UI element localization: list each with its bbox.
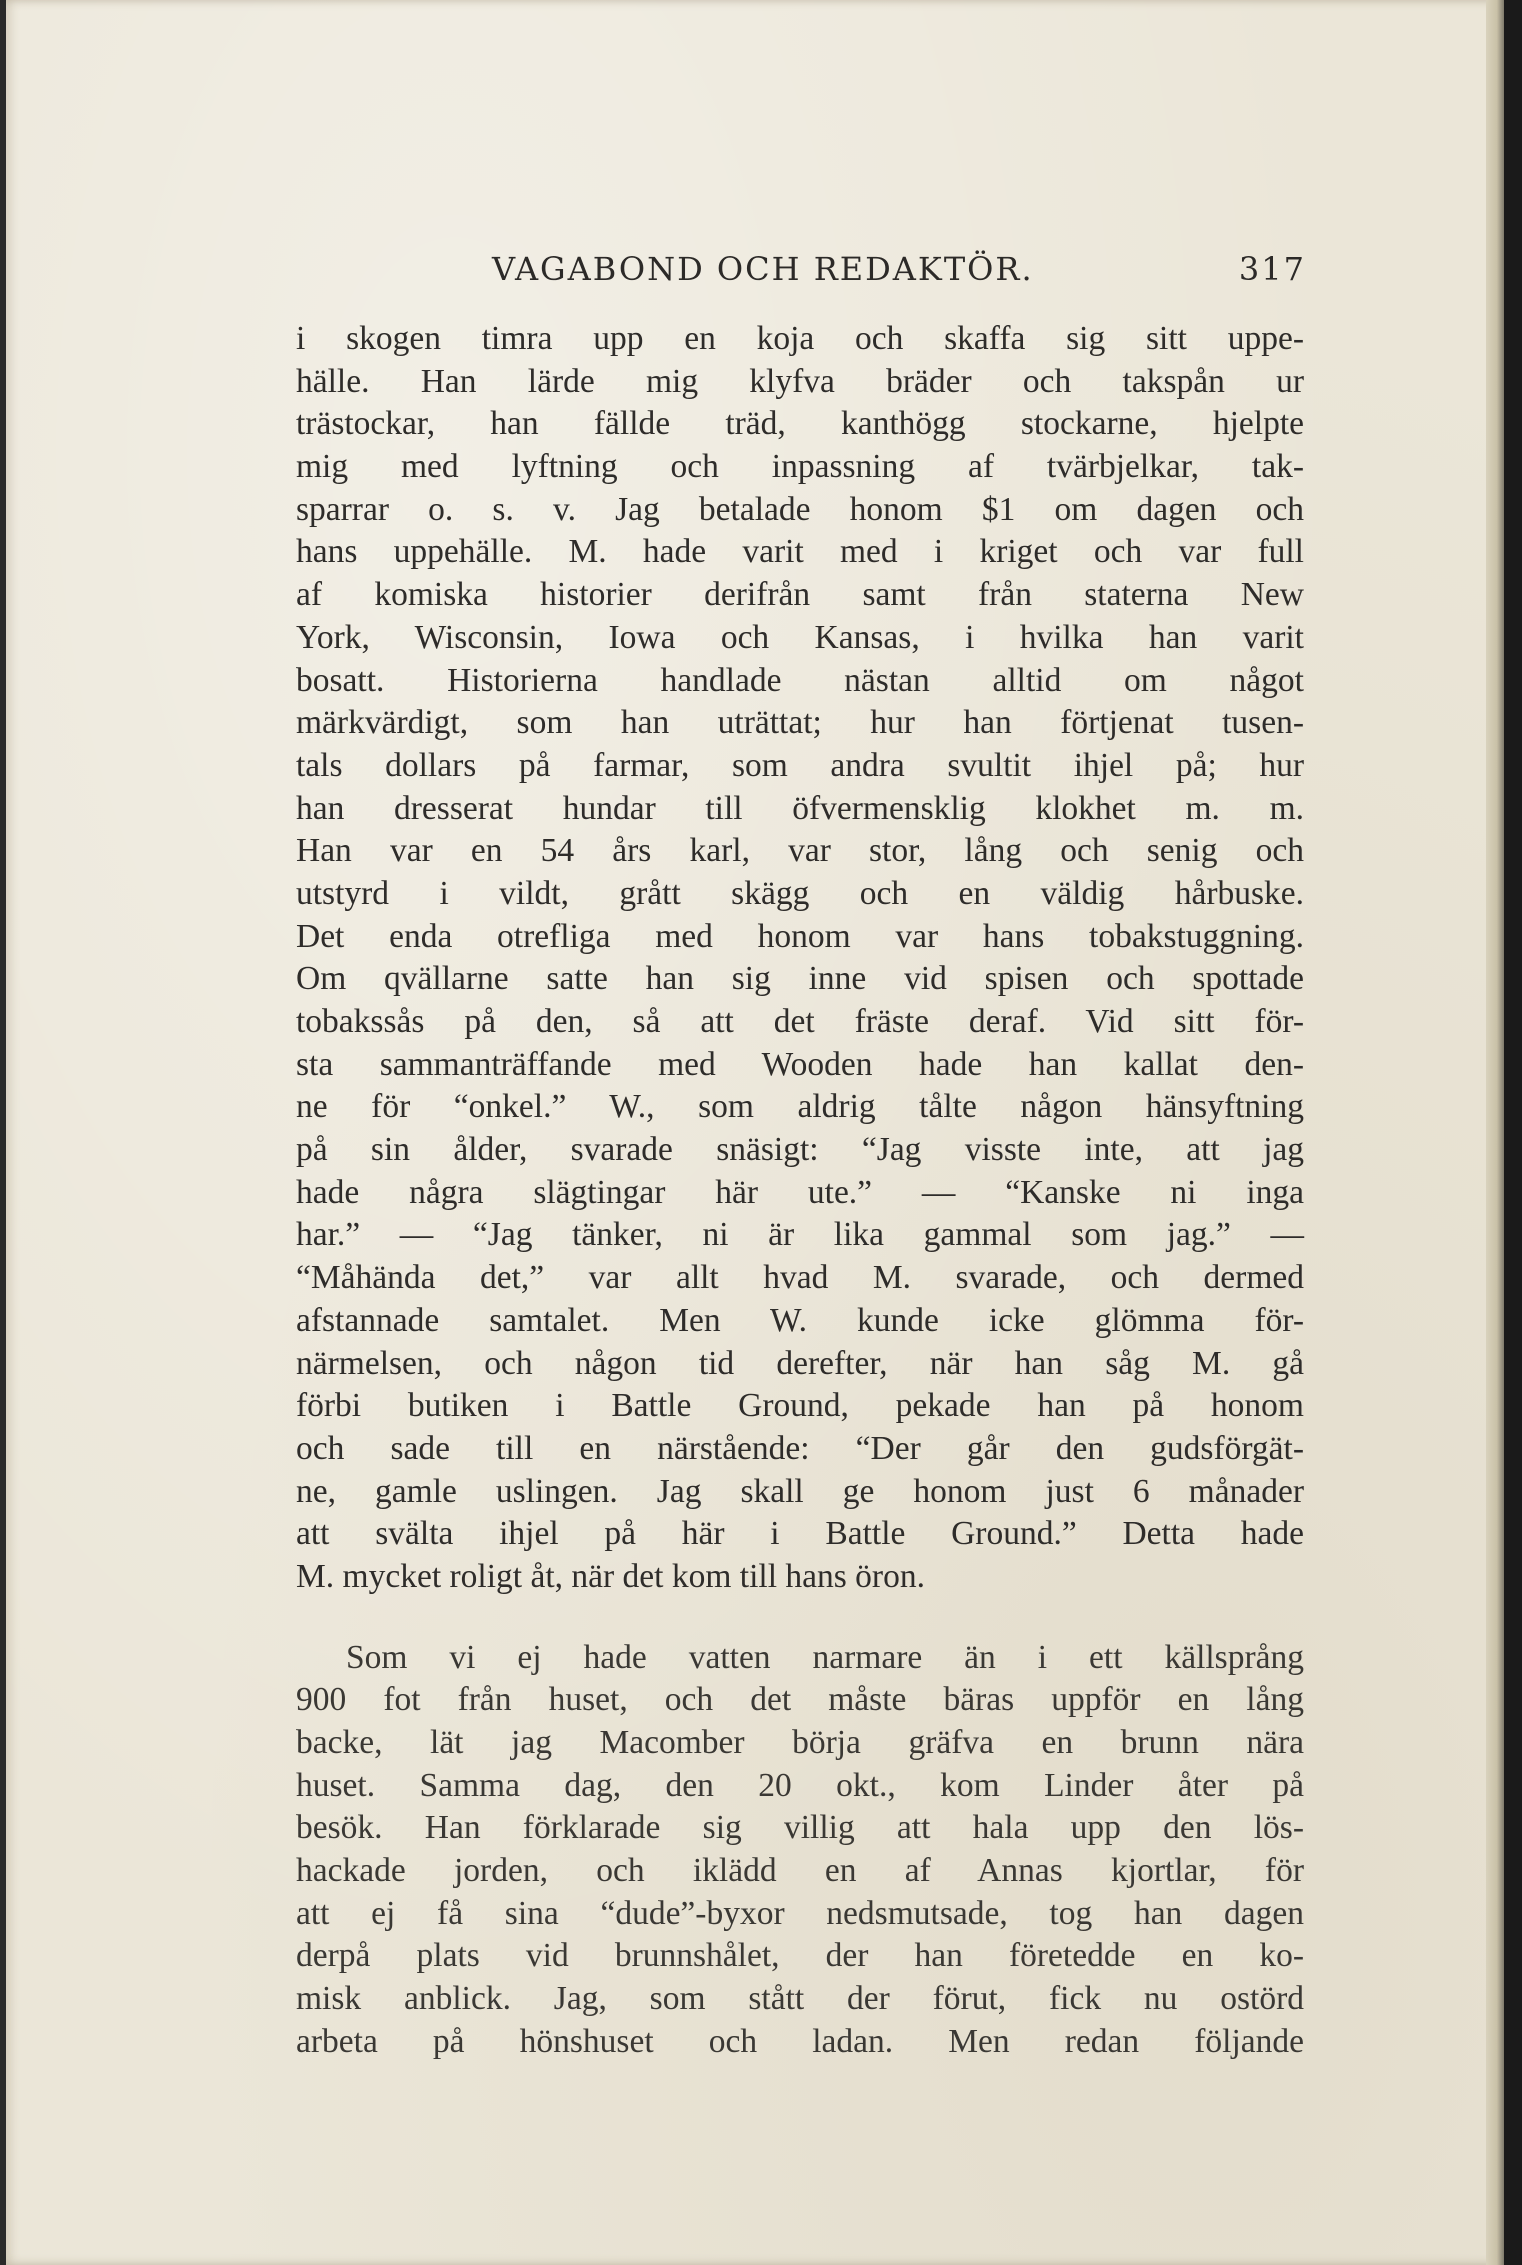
text-line: misk anblick. Jag, som stått der förut, fick nu ostörd: [296, 1980, 1304, 2018]
text-line: han dresserat hundar till öfvermensklig klokhet m. m.: [296, 789, 1304, 827]
paragraph-spacer: [296, 1599, 1304, 1637]
text-line: arbeta på hönshuset och ladan. Men redan följande: [296, 2022, 1304, 2060]
text-line: på sin ålder, svarade snäsigt: “Jag visste inte, att jag: [296, 1131, 1304, 1169]
text-line: Om qvällarne satte han sig inne vid spisen och spottade: [296, 960, 1304, 998]
text-line: Som vi ej hade vatten narmare än i ett källsprång: [346, 1638, 1304, 1676]
text-line: har.” — “Jag tänker, ni är lika gammal som jag.” —: [296, 1216, 1304, 1254]
text-line: bosatt. Historierna handlade nästan alltid om något: [296, 661, 1304, 699]
text-line: afstannade samtalet. Men W. kunde icke glömma för-: [296, 1301, 1304, 1339]
text-line: besök. Han förklarade sig villig att hala upp den lös-: [296, 1809, 1304, 1847]
text-line: 900 fot från huset, och det måste bäras uppför en lång: [296, 1681, 1304, 1719]
running-title: VAGABOND OCH REDAKTÖR.: [492, 250, 1034, 288]
body-text: [296, 318, 1304, 2064]
paragraph: [296, 1637, 1304, 2064]
text-line: närmelsen, och någon tid derefter, när han såg M. gå: [296, 1344, 1304, 1382]
text-line: backe, lät jag Macomber börja gräfva en brunn nära: [296, 1724, 1304, 1761]
text-line: sparrar o. s. v. Jag betalade honom $1 om dagen och: [296, 490, 1304, 528]
text-line: att ej få sina “dude”-byxor nedsmutsade, tog han dagen: [296, 1894, 1304, 1932]
text-line: tals dollars på farmar, som andra svultit ihjel på; hur: [296, 746, 1304, 784]
text-line: “Måhända det,” var allt hvad M. svarade, och dermed: [296, 1259, 1304, 1297]
text-line: M. mycket roligt åt, när det kom till hans öron.: [296, 1557, 925, 1595]
text-line: mig med lyftning och inpassning af tvärbjelkar, tak-: [296, 448, 1304, 486]
text-line: ne, gamle uslingen. Jag skall ge honom just 6 månader: [296, 1472, 1304, 1510]
page-header: [296, 250, 1306, 294]
text-line: att svälta ihjel på här i Battle Ground.” Detta hade: [296, 1515, 1304, 1553]
text-line: derpå plats vid brunnshålet, der han företedde en ko-: [296, 1937, 1304, 1975]
text-line: hade några slägtingar här ute.” — “Kanske ni inga: [296, 1173, 1304, 1211]
text-line: trästockar, han fällde träd, kanthögg stockarne, hjelpte: [296, 405, 1304, 443]
book-page: [6, 0, 1504, 2265]
text-line: ne för “onkel.” W., som aldrig tålte någon hänsyftning: [296, 1088, 1304, 1126]
text-line: Han var en 54 års karl, var stor, lång och senig och: [296, 832, 1304, 870]
paragraph: [296, 318, 1304, 1599]
text-line: hans uppehälle. M. hade varit med i kriget och var full: [296, 533, 1304, 571]
text-line: utstyrd i vildt, grått skägg och en väldig hårbuske.: [296, 874, 1304, 912]
text-line: huset. Samma dag, den 20 okt., kom Linder åter på: [296, 1766, 1304, 1804]
text-line: och sade till en närstående: “Der går den gudsförgät-: [296, 1429, 1304, 1467]
page-number: 317: [1238, 250, 1306, 288]
text-line: af komiska historier derifrån samt från staterna New: [296, 576, 1304, 614]
text-line: York, Wisconsin, Iowa och Kansas, i hvilka han varit: [296, 618, 1304, 656]
text-line: Det enda otrefliga med honom var hans tobakstuggning.: [296, 917, 1304, 955]
text-line: sta sammanträffande med Wooden hade han kallat den-: [296, 1045, 1304, 1083]
text-line: tobakssås på den, så att det fräste deraf. Vid sitt för-: [296, 1003, 1304, 1040]
text-line: hackade jorden, och iklädd en af Annas kjortlar, för: [296, 1852, 1304, 1890]
text-line: hälle. Han lärde mig klyfva bräder och takspån ur: [296, 362, 1304, 400]
text-line: förbi butiken i Battle Ground, pekade han på honom: [296, 1387, 1304, 1425]
text-line: i skogen timra upp en koja och skaffa sig sitt uppe-: [296, 320, 1304, 357]
text-line: märkvärdigt, som han uträttat; hur han förtjenat tusen-: [296, 704, 1304, 742]
page-fore-edge: [1486, 0, 1504, 2265]
